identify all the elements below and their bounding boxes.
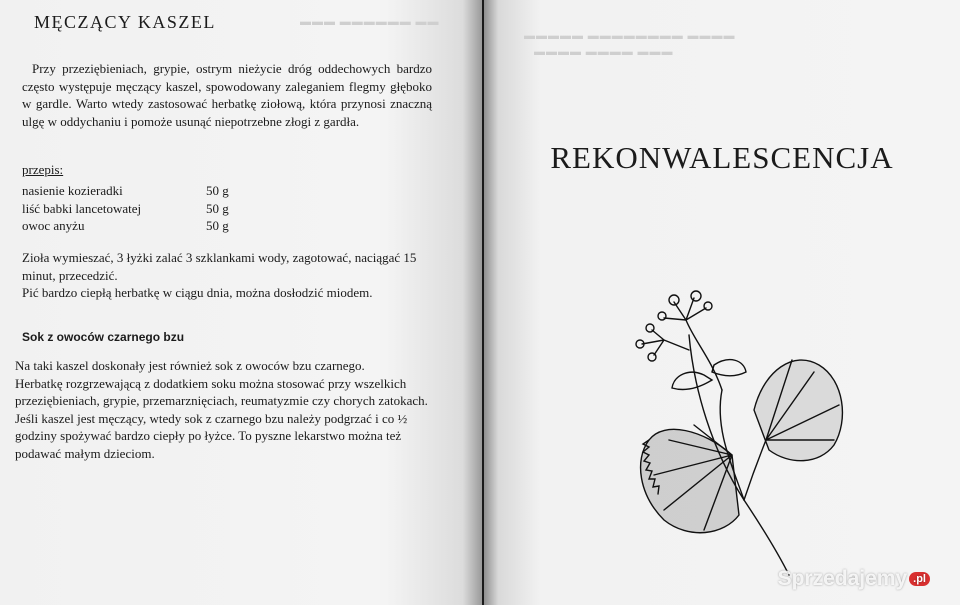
bleed-through-text: ▬▬▬▬▬ ▬▬▬▬▬▬▬▬ ▬▬▬▬ — [524, 30, 736, 42]
watermark — [778, 567, 930, 591]
section-title: Sok z owoców czarnego bzu — [22, 330, 185, 344]
page-title: MĘCZĄCY KASZEL — [34, 12, 216, 32]
ingredient-name: nasienie kozieradki — [22, 183, 123, 198]
watermark-text: Sprzedajemy — [777, 567, 908, 590]
ingredient-row — [22, 182, 262, 200]
ingredient-list — [22, 182, 262, 235]
ingredient-row — [22, 200, 262, 218]
ingredient-qty: 50 g — [206, 183, 229, 198]
chapter-title: REKONWALESCENCJA — [550, 140, 894, 175]
ingredient-qty: 50 g — [206, 200, 229, 216]
ingredient-qty: 50 g — [206, 218, 229, 233]
ingredient-name: liść babki lancetowatej — [22, 200, 142, 216]
plant-illustration — [594, 280, 854, 580]
bleed-through-text: ▬▬▬▬ ▬▬▬▬ ▬▬▬ — [534, 46, 674, 58]
bleed-through-text: ▬▬▬ ▬▬▬▬▬▬ ▬▬ — [300, 16, 440, 28]
recipe-label: przepis: — [22, 162, 64, 177]
right-page — [484, 0, 960, 605]
watermark-tld: .pl — [909, 572, 930, 586]
ingredient-row — [22, 217, 262, 235]
instructions-paragraph: Zioła wymieszać, 3 łyżki zalać 3 szklankami wody, zagotować, naciągać 15 minut, przecedzić. Pić bardzo ciepłą herbatkę w ciągu dnia, można dosłodzić miodem. — [22, 250, 417, 300]
intro-paragraph: Przy przeziębieniach, grypie, ostrym nieżycie dróg oddechowych bardzo często występuje męczący kaszel, spowodowany zaleganiem flegmy głęboko w gardle. Warto wtedy zastosować herbatkę ziołową, która przynosi znaczną ulgę w oddychaniu i pomoże usunąć niepotrzebne złogi z gardła. — [22, 61, 432, 129]
section-paragraph: Na taki kaszel doskonały jest również sok z owoców bzu czarnego. Herbatkę rozgrzewającą z dodatkiem soku można stosować przy wszelkich przeziębieniach, grypie, przemarznięciach, reumatyzmie czy chorych zatokach. Jeśli kaszel jest męczący, wtedy sok z czarnego bzu należy podgrzać i co ½ godziny spożywać bardzo ciepły po łyżce. To pyszne lekarstwo można też podawać małym dzieciom. — [15, 358, 428, 461]
ingredient-name: owoc anyżu — [22, 218, 85, 233]
